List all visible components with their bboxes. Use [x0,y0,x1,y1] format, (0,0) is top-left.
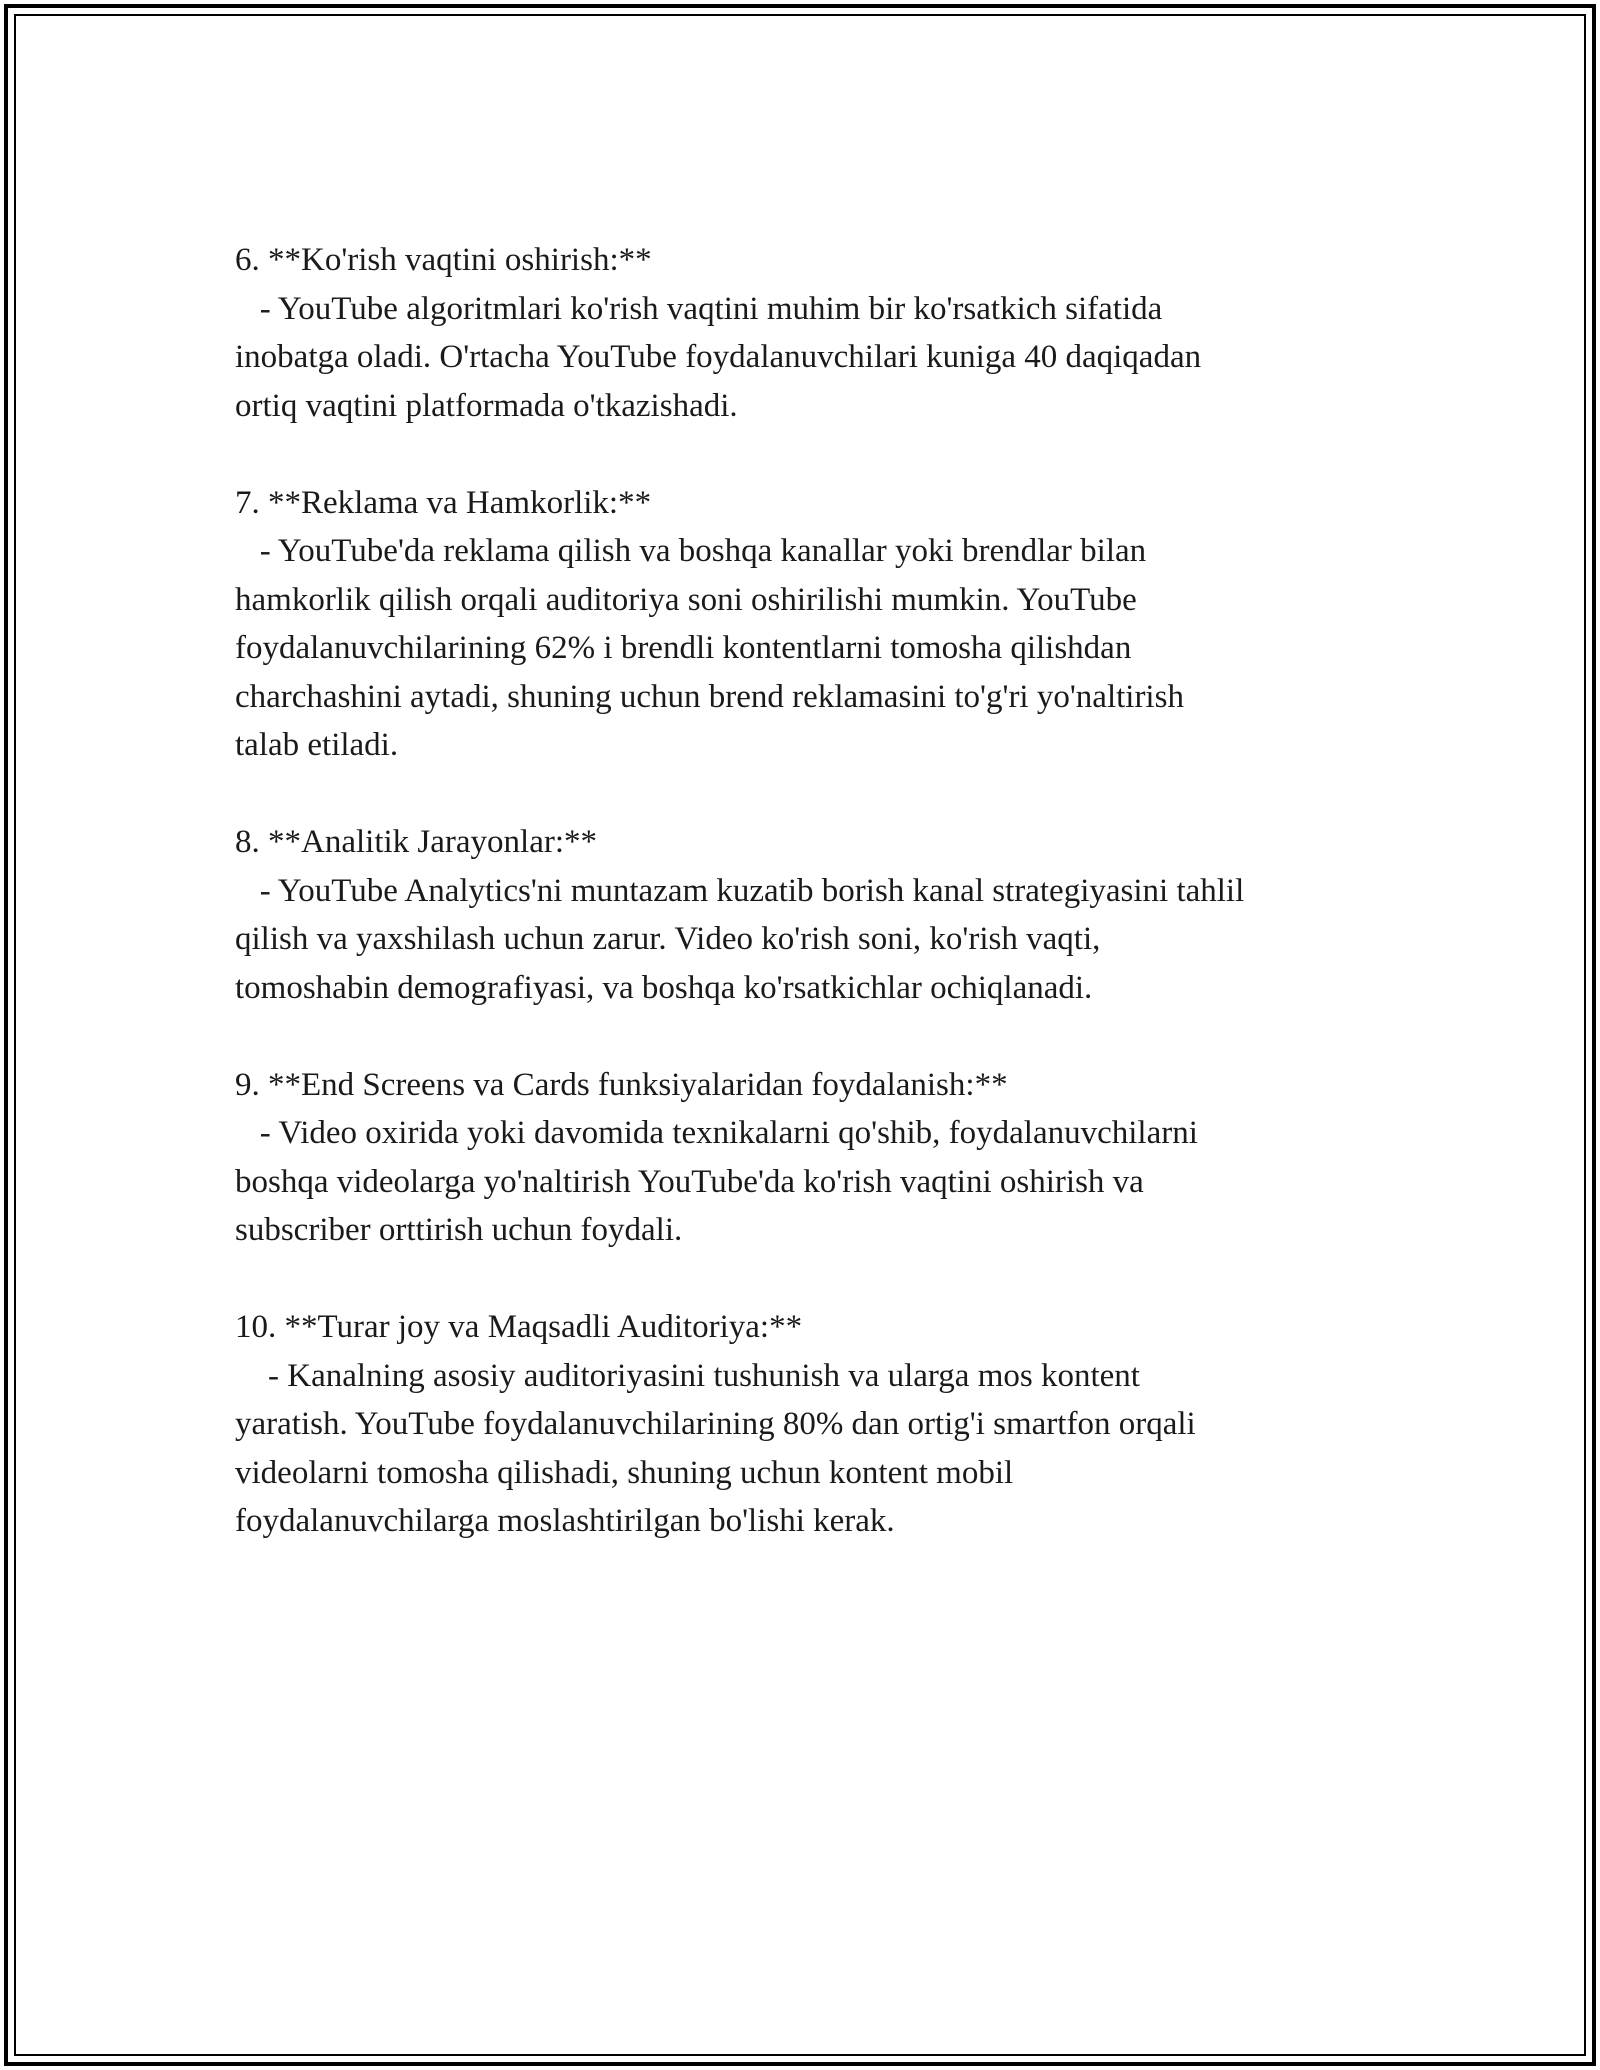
section-line: hamkorlik qilish orqali auditoriya soni oshirilishi mumkin. YouTube [235,581,1137,618]
section-heading: 10. **Turar joy va Maqsadli Auditoriya:** [235,1309,803,1345]
section-line: - Kanalning asosiy auditoriyasini tushunish va ularga mos kontent [235,1357,1140,1394]
section-line: ortiq vaqtini platformada o'tkazishadi. [235,387,738,424]
section-line: tomoshabin demografiyasi, va boshqa ko'rsatkichlar ochiqlanadi. [235,969,1093,1006]
section-line: - YouTube algoritmlari ko'rish vaqtini muhim bir ko'rsatkich sifatida [235,290,1163,327]
section-line: yaratish. YouTube foydalanuvchilarining 80% dan ortig'i smartfon orqali [235,1406,1196,1442]
section-heading: 7. **Reklama va Hamkorlik:** [235,484,652,521]
section-heading: 9. **End Screens va Cards funksiyalaridan foydalanish:** [235,1066,1008,1103]
section-line: - YouTube Analytics'ni muntazam kuzatib borish kanal strategiyasini tahlil [235,872,1245,909]
section-10 [235,1303,1415,1546]
document-body [235,236,1415,1594]
section-line: talab etiladi. [235,727,399,763]
section-7 [235,479,1415,770]
section-line: - Video oxirida yoki davomida texnikalarni qo'shib, foydalanuvchilarni [235,1115,1198,1151]
section-heading: 6. **Ko'rish vaqtini oshirish:** [235,242,652,278]
section-line: videolarni tomosha qilishadi, shuning uchun kontent mobil [235,1454,1014,1491]
section-6 [235,236,1415,430]
section-line: - YouTube'da reklama qilish va boshqa kanallar yoki brendlar bilan [235,533,1147,569]
section-line: foydalanuvchilarga moslashtirilgan bo'lishi kerak. [235,1503,895,1539]
section-9 [235,1061,1415,1255]
section-line: foydalanuvchilarining 62% i brendli kontentlarni tomosha qilishdan [235,630,1132,666]
section-line: inobatga oladi. O'rtacha YouTube foydalanuvchilari kuniga 40 daqiqadan [235,339,1202,375]
section-line: charchashini aytadi, shuning uchun brend reklamasini to'g'ri yo'naltirish [235,678,1184,715]
section-line: qilish va yaxshilash uchun zarur. Video ko'rish soni, ko'rish vaqti, [235,921,1101,957]
section-line: boshqa videolarga yo'naltirish YouTube'da ko'rish vaqtini oshirish va [235,1163,1144,1200]
section-8 [235,818,1415,1012]
section-heading: 8. **Analitik Jarayonlar:** [235,824,598,860]
section-line: subscriber orttirish uchun foydali. [235,1212,683,1248]
